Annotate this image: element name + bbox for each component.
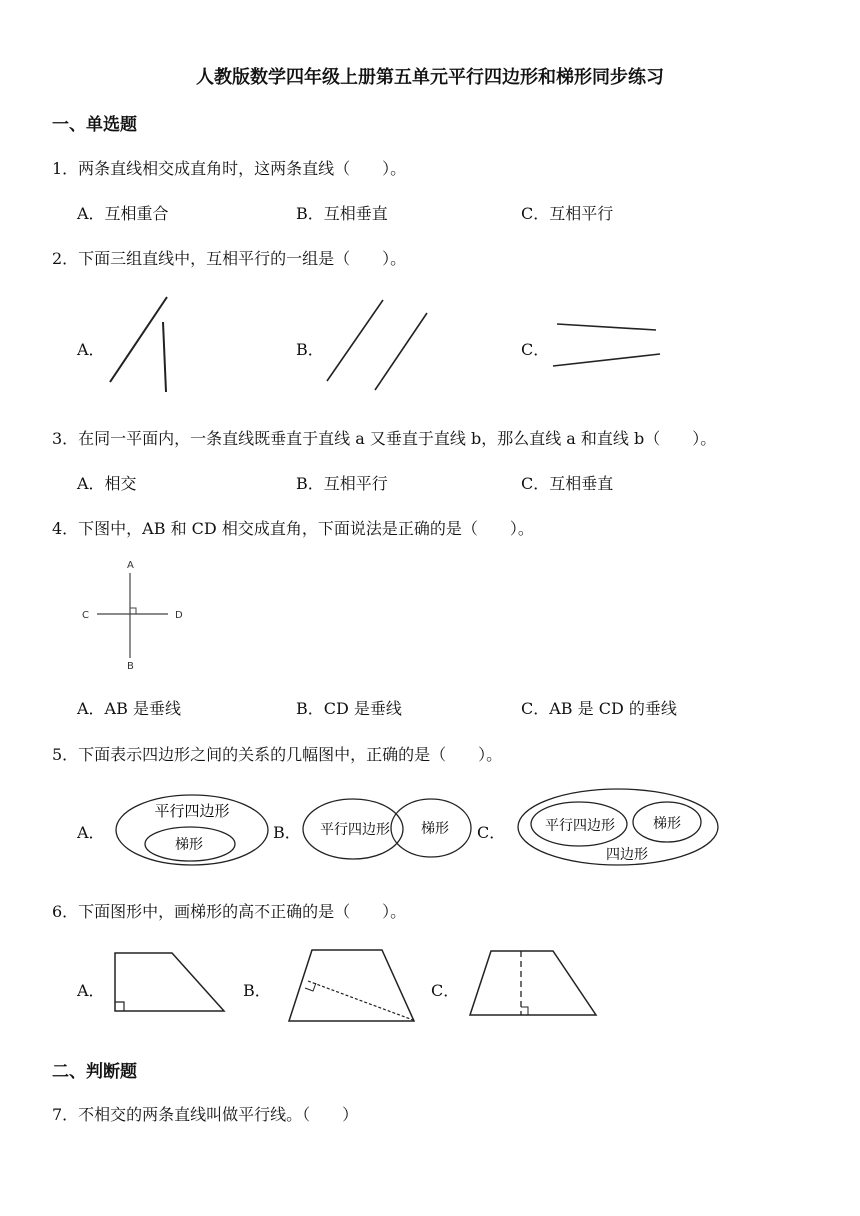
label-quadrilateral: 四边形: [606, 847, 648, 863]
question-2-stem: 2．下面三组直线中，互相平行的一组是（ ）。: [52, 249, 407, 268]
point-c-label: C: [82, 610, 89, 621]
label-trapezoid: 梯形: [421, 821, 449, 837]
point-d-label: D: [175, 610, 183, 621]
question-4-option-a[interactable]: A．AB 是垂线: [77, 699, 181, 718]
question-6-option-a[interactable]: A．: [77, 981, 105, 1000]
question-1-option-b[interactable]: B．互相垂直: [296, 204, 388, 223]
question-3-option-c[interactable]: C．互相垂直: [521, 474, 614, 493]
question-4-stem: 4．下图中，AB 和 CD 相交成直角，下面说法是正确的是（ ）。: [52, 519, 534, 538]
question-2-figure-b: [320, 295, 440, 395]
question-2-figure-a: [100, 290, 180, 400]
point-b-label: B: [127, 661, 134, 672]
question-5-option-b[interactable]: B．: [273, 823, 301, 842]
question-5-figure-a: [112, 792, 272, 872]
question-3-option-b[interactable]: B．互相平行: [296, 474, 388, 493]
label-parallelogram: 平行四边形: [154, 802, 230, 820]
question-2-option-a[interactable]: A．: [77, 340, 105, 359]
question-4-option-c[interactable]: C．AB 是 CD 的垂线: [521, 699, 677, 718]
question-6-option-c[interactable]: C．: [431, 981, 460, 1000]
question-6-stem: 6．下面图形中，画梯形的高不正确的是（ ）。: [52, 902, 407, 921]
question-6-figure-a: [110, 948, 230, 1018]
question-3-stem: 3．在同一平面内，一条直线既垂直于直线 a 又垂直于直线 b，那么直线 a 和直线 b（ ）。: [52, 429, 717, 448]
label-trapezoid: 梯形: [175, 837, 203, 853]
page-title: 人教版数学四年级上册第五单元平行四边形和梯形同步练习: [196, 67, 664, 88]
question-5-figure-c: [515, 786, 725, 868]
question-2-option-c[interactable]: C．: [521, 340, 550, 359]
question-6-option-b[interactable]: B．: [243, 981, 271, 1000]
question-5-figure-b: [300, 796, 480, 866]
question-5-option-c[interactable]: C．: [477, 823, 506, 842]
point-a-label: A: [127, 560, 134, 571]
question-7-stem: 7．不相交的两条直线叫做平行线。（ ）: [52, 1105, 359, 1124]
section-heading-single-choice: 一、单选题: [52, 115, 137, 135]
question-1-option-c[interactable]: C．互相平行: [521, 204, 614, 223]
question-4-figure: [75, 555, 195, 675]
question-1-option-a[interactable]: A．互相重合: [77, 204, 169, 223]
label-trapezoid: 梯形: [653, 816, 681, 832]
question-2-figure-c: [550, 315, 670, 375]
question-1-stem: 1．两条直线相交成直角时，这两条直线（ ）。: [52, 159, 407, 178]
question-5-option-a[interactable]: A．: [77, 823, 105, 842]
question-6-figure-c: [466, 947, 602, 1019]
section-heading-true-false: 二、判断题: [52, 1062, 137, 1082]
question-4-option-b[interactable]: B．CD 是垂线: [296, 699, 402, 718]
label-parallelogram: 平行四边形: [320, 822, 390, 838]
label-parallelogram: 平行四边形: [545, 818, 615, 834]
question-3-option-a[interactable]: A．相交: [77, 474, 137, 493]
question-6-figure-b: [286, 947, 418, 1025]
question-5-stem: 5．下面表示四边形之间的关系的几幅图中，正确的是（ ）。: [52, 745, 503, 764]
question-2-option-b[interactable]: B．: [296, 340, 324, 359]
